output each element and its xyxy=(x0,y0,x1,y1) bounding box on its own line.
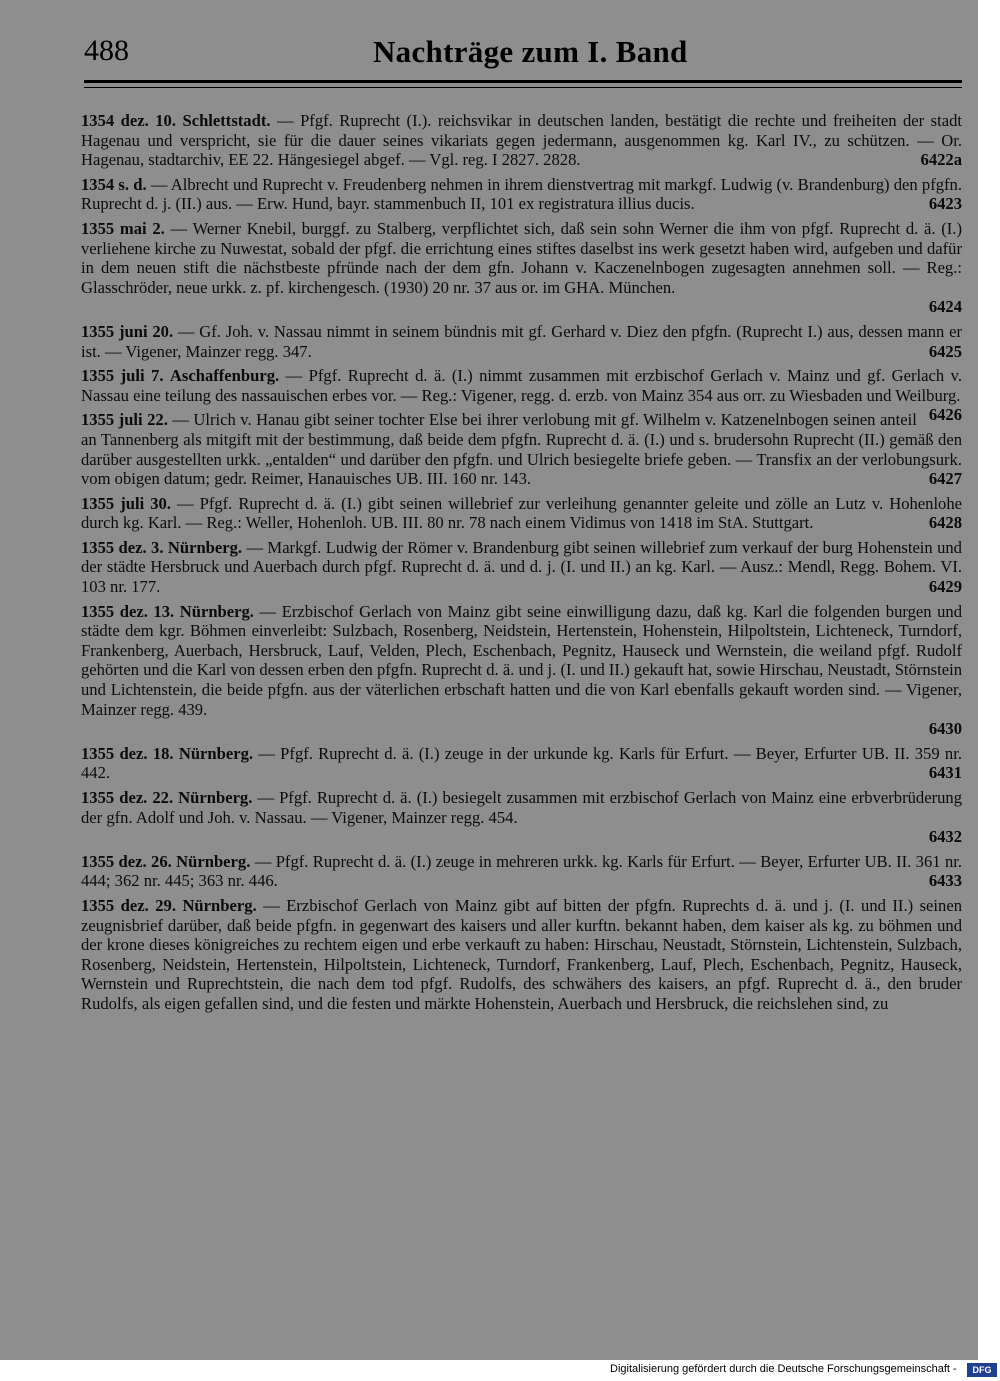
regest-list xyxy=(81,111,962,1019)
entry-date: 1355 dez. 26. xyxy=(81,851,172,871)
entry-number: 6424 xyxy=(928,297,962,317)
regest-entry xyxy=(81,322,962,361)
entry-place: Nürnberg. xyxy=(176,851,251,871)
entry-text: — Pfgf. Ruprecht d. ä. (I.) zeuge in mehreren urkk. kg. Karls für Erfurt. — Beyer, Erfurter UB. II. 361 nr. 444; 362 nr. 445; 363 nr. 446. xyxy=(81,851,962,891)
entry-place: Schlettstadt. xyxy=(182,111,271,130)
entry-text: — Ulrich v. Hanau gibt seiner tochter Else bei ihrer verlobung mit gf. Wilhelm v. Katzenelnbogen seinen anteil an Tannenberg als mitgift mit der bestimmung, daß beide dem pfgfn. Ruprecht d. ä. (I.) und s. brudersohn Ruprecht (II.) gemäß den darüber ausgestellten urkk. „entalden“ und darüber den pfgfn. und Ulrich besiegelte briefe geben. — Transfix an der verlobungsurk. vom obigen datum; gedr. Reimer, Hanauisches UB. III. 160 nr. 143. xyxy=(81,410,962,489)
page-number: 488 xyxy=(84,34,129,67)
entry-text: — Markgf. Ludwig der Römer v. Brandenburg gibt seinen willebrief zum verkauf der burg Hohenstein und der städte Hersbruck und Auerbach durch pfgf. Ruprecht d. ä. und d. j. (I. und II.) an kg. Karl. — Ausz.: Mendl, Regg. Bohem. VI. 103 nr. 177. xyxy=(81,537,962,597)
header-rule-thick xyxy=(84,80,962,83)
entry-date: 1355 mai 2. xyxy=(81,218,165,238)
regest-entry xyxy=(81,744,962,783)
entry-date: 1355 dez. 22. xyxy=(81,788,174,807)
entry-number: 6426 xyxy=(928,405,962,425)
entry-place: Nürnberg. xyxy=(178,743,254,763)
entry-date: 1355 juni 20. xyxy=(81,321,174,341)
regest-entry xyxy=(81,494,962,533)
entry-number: 6425 xyxy=(928,341,962,361)
entry-date: 1355 juli 30. xyxy=(81,493,171,513)
entry-date: 1355 dez. 13. xyxy=(81,601,175,621)
entry-place: Nürnberg. xyxy=(167,537,243,557)
regest-entry xyxy=(81,410,962,488)
regest-entry xyxy=(81,219,962,317)
entry-text: — Albrecht und Ruprecht v. Freudenberg nehmen in ihrem dienstvertrag mit markgf. Ludwig (v. Brandenburg) den pfgfn. Ruprecht d. j. (II.) aus. — Erw. Hund, bayr. stammenbuch II, 101 ex registratura illius ducis. xyxy=(81,174,962,214)
entry-number: 6431 xyxy=(928,763,962,783)
entry-text: — Pfgf. Ruprecht d. ä. (I.) nimmt zusammen mit erzbischof Gerlach v. Mainz und gf. Gerlach v. Nassau eine teilung des nassauischen erbes vor. — Reg.: Vigener, regg. d. erzb. von Mainz 354 aus orr. zu Wiesbaden und Weilburg. xyxy=(81,366,962,405)
digitization-credit: Digitalisierung gefördert durch die Deutsche Forschungsgemeinschaft - xyxy=(610,1363,957,1375)
header-rule-thin xyxy=(84,87,962,88)
entry-number: 6427 xyxy=(928,469,962,489)
entry-text: — Erzbischof Gerlach von Mainz gibt auf bitten der pfgfn. Ruprechts d. ä. und j. (I. und II.) seinen zeugnisbrief darüber, daß beide pfgfn. in gegenwart des kaisers und aller kurftn. bekannt haben, dem kaiser als kg. zu böhmen und der krone dieses königreiches zu rechtem eigen und erbe verkauft zu haben: Hirschau, Neustadt, Störnstein, Lichtenstein, Sulzbach, Rosenberg, Neidstein, Hertenstein, Hilpoltstein, Lichteneck, Turndorf, Frankenberg, Lauf, Plech, Eschenbach, Pegnitz, Hauseck, Wernstein und Ruprechtstein, die nach dem tod pfgf. Rudolfs, des schwähers des kaisers, an pfgf. Ruprecht d. ä., den bruder Rudolfs, als eigen gefallen sind, und die festen und märkte Hohenstein, Auerbach und Hersbruck, die reichslehen sind, zu xyxy=(81,895,962,1013)
entry-number: 6429 xyxy=(928,577,962,597)
entry-number: 6433 xyxy=(928,871,962,891)
entry-date: 1355 juli 22. xyxy=(81,410,168,430)
regest-entry xyxy=(81,602,962,739)
entry-date: 1354 s. d. xyxy=(81,174,147,194)
regest-entry xyxy=(81,788,962,847)
entry-number: 6422a xyxy=(920,150,962,170)
regest-entry xyxy=(81,896,962,1014)
entry-text: — Pfgf. Ruprecht (I.). reichsvikar in deutschen landen, bestätigt die rechte und freiheiten der stadt Hagenau und verspricht, sie für die dauer seines vikariats gegen jedermann, ausgenommen kg. Karl IV., zu schützen. — Or. Hagenau, stadtarchiv, EE 22. Hängesiegel abgef. — Vgl. reg. I 2827. 2828. xyxy=(81,111,962,170)
entry-text: — Erzbischof Gerlach von Mainz gibt seine einwilligung dazu, daß kg. Karl die folgenden burgen und städte dem kgr. Böhmen einverleibt: Sulzbach, Rosenberg, Neidstein, Hertenstein, Hohenstein, Hilpoltstein, Lichteneck, Turndorf, Frankenberg, Auerbach, Hersbruck, Lauf, Velden, Plech, Eschenbach, Pegnitz, Hauseck und Wernstein, die weiland pfgf. Rudolf gehörten und die Karl von dessen erben den pfgfn. Ruprecht d. ä. und j. (I. und II.) gekauft hat, sowie Hirschau, Neustadt, Störnstein und Lichtenstein, die beide pfgfn. aus der väterlichen erbschaft hatten und die von Karl ebenfalls gekauft worden sind. — Vigener, Mainzer regg. 439. xyxy=(81,601,962,719)
dfg-logo: DFG xyxy=(967,1363,997,1377)
page-title: Nachträge zum I. Band xyxy=(373,34,688,69)
entry-text: — Pfgf. Ruprecht d. ä. (I.) zeuge in der urkunde kg. Karls für Erfurt. — Beyer, Erfurter UB. II. 359 nr. 442. xyxy=(81,743,962,783)
entry-place: Aschaffenburg. xyxy=(169,366,280,386)
entry-text: — Pfgf. Ruprecht d. ä. (I.) besiegelt zusammen mit erzbischof Gerlach von Mainz eine erbverbrüderung der gfn. Adolf und Joh. v. Nassau. — Vigener, Mainzer regg. 454. xyxy=(81,788,962,827)
entry-text: — Gf. Joh. v. Nassau nimmt in seinem bündnis mit gf. Gerhard v. Diez den pfgfn. (Ruprecht I.) aus, dessen mann er ist. — Vigener, Mainzer regg. 347. xyxy=(81,321,963,361)
regest-entry xyxy=(81,852,962,891)
entry-place: Nürnberg. xyxy=(178,788,253,807)
entry-text: — Werner Knebil, burggf. zu Stalberg, verpflichtet sich, daß sein sohn Werner die ihm von pfgf. Ruprecht d. ä. (I.) verliehene kirche zu Nuwestat, sobald der pfgf. die errichtung eines stiftes daselbst ins werk gesetzt haben wird, aufgeben und dafür in dem neuen stift die nächstbeste pfründe nach der dem gfn. Johann v. Kaczenelnbogen zugesagten annehmen soll. — Reg.: Glasschröder, neue urkk. z. pf. kirchengesch. (1930) 20 nr. 37 aus or. im GHA. München. xyxy=(81,218,962,297)
regest-entry xyxy=(81,111,962,170)
entry-place: Nürnberg. xyxy=(179,601,254,621)
page-header xyxy=(0,0,978,80)
entry-date: 1355 dez. 29. xyxy=(81,895,176,915)
regest-entry xyxy=(81,175,962,214)
entry-date: 1355 dez. 3. xyxy=(81,537,164,557)
entry-place: Nürnberg. xyxy=(182,895,257,915)
entry-date: 1355 dez. 18. xyxy=(81,743,174,763)
entry-number: 6430 xyxy=(928,719,962,739)
regest-entry xyxy=(81,538,962,597)
entry-date: 1355 juli 7. xyxy=(81,366,164,386)
entry-date: 1354 dez. 10. xyxy=(81,111,176,130)
entry-number: 6432 xyxy=(928,827,962,847)
entry-number: 6423 xyxy=(928,194,962,214)
entry-text: — Pfgf. Ruprecht d. ä. (I.) gibt seinen willebrief zur verleihung genannter geleite und zölle an Lutz v. Hohenlohe durch kg. Karl. — Reg.: Weller, Hohenloh. UB. III. 80 nr. 78 nach einem Vidimus von 1418 im StA. Stuttgart. xyxy=(81,493,963,533)
entry-number: 6428 xyxy=(928,513,962,533)
